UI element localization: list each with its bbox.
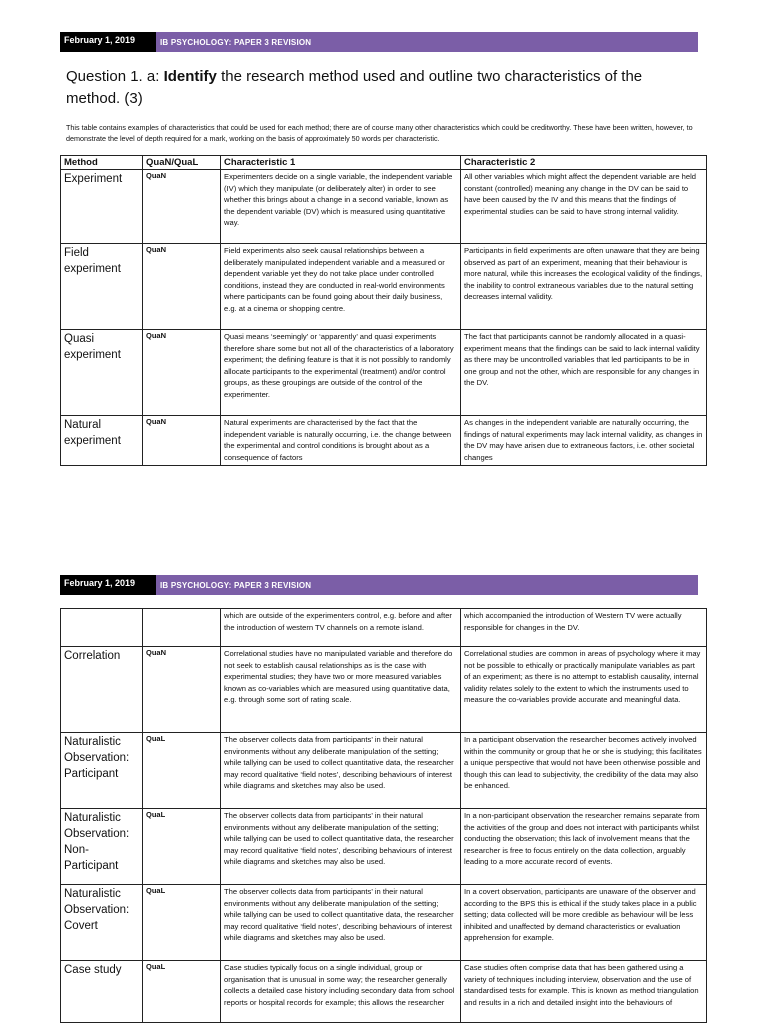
method-cell: Quasi experiment <box>61 330 143 416</box>
method-cell <box>61 609 143 647</box>
qual-cell: QuaN <box>143 330 221 416</box>
header-date: February 1, 2019 <box>60 575 156 595</box>
intro-paragraph: This table contains examples of characteristics that could be used for each method; there are of course many other characteristics which could be creditworthy. These have been written, however, to demonstrate the level of depth required for a mark, working on the basis of approximately 50 words per characteristic. <box>66 123 693 143</box>
characteristic-1-cell: Experimenters decide on a single variable, the independent variable (IV) which they manipulate (or deliberately alter) in order to see whether this brings about a change in a second variable, known as the dependent variable (DV) which is measured using quantitative way. <box>221 170 461 244</box>
methods-table-page-1 <box>60 155 707 466</box>
qual-cell: QuaL <box>143 733 221 809</box>
page-header <box>60 575 698 595</box>
table-row <box>61 733 707 809</box>
qual-cell: QuaL <box>143 885 221 961</box>
table-row <box>61 330 707 416</box>
page-2 <box>0 560 768 1024</box>
characteristic-1-cell: The observer collects data from participants’ in their natural environments without any deliberate manipulation of the setting; while tallying can be used to collect quantitative data, the researcher may record qualitative ‘field notes’, describing behaviours of interest while diagrams and sketches may also be used. <box>221 809 461 885</box>
header-method: Method <box>61 156 143 170</box>
page-header <box>60 32 698 52</box>
header-characteristic-2: Characteristic 2 <box>461 156 707 170</box>
page-gap <box>0 520 768 560</box>
table-row <box>61 244 707 330</box>
header-date: February 1, 2019 <box>60 32 156 52</box>
method-cell: Naturalistic Observation: Participant <box>61 733 143 809</box>
qual-cell: QuaN <box>143 416 221 466</box>
qual-cell: QuaL <box>143 809 221 885</box>
method-cell: Naturalistic Observation: Covert <box>61 885 143 961</box>
characteristic-1-cell: which are outside of the experimenters control, e.g. before and after the introduction of western TV channels on a remote island. <box>221 609 461 647</box>
qual-cell: QuaN <box>143 170 221 244</box>
characteristic-2-cell: In a participant observation the researcher becomes actively involved within the community or group that he or she is studying; this facilitates a unique perspective that would not have been otherwise possible and though this can lead to subjectivity, the credibility of the data may also be enhanced. <box>461 733 707 809</box>
qual-cell: QuaN <box>143 244 221 330</box>
method-cell: Case study <box>61 961 143 1023</box>
characteristic-1-cell: Natural experiments are characterised by the fact that the independent variable is naturally occurring, i.e. the change between the experimental and control conditions is brought about as a consequence of factors <box>221 416 461 466</box>
table-row <box>61 809 707 885</box>
characteristic-2-cell: which accompanied the introduction of Western TV were actually responsible for changes in the DV. <box>461 609 707 647</box>
characteristic-1-cell: The observer collects data from participants’ in their natural environments without any deliberate manipulation of the setting; while tallying can be used to collect quantitative data, the researcher may record qualitative ‘field notes’, describing behaviours of interest while diagrams and sketches may also be used. <box>221 733 461 809</box>
table-row <box>61 961 707 1023</box>
characteristic-1-cell: Quasi means ‘seemingly’ or ‘apparently’ and quasi experiments therefore share some but not all of the characteristics of a laboratory experiment; the defining feature is that it is not possibly to randomly allocate participants to the experimental (treatment) and/or control groups, as these groupings are outside of the control of the experimenter. <box>221 330 461 416</box>
characteristic-2-cell: Participants in field experiments are often unaware that they are being observed as part of an experiment, meaning that their behaviour is more natural, while this increases the ecological validity of the findings, the inability to control extraneous variables due to the natural setting decreases internal validity. <box>461 244 707 330</box>
header-title: IB PSYCHOLOGY: PAPER 3 REVISION <box>156 32 698 52</box>
characteristic-1-cell: Correlational studies have no manipulated variable and therefore do not seek to establish causal relationships as is the case with experimental studies; they have two or more measured variables known as co-variables which are measured using quantitative data, e.g. through some sort of rating scale. <box>221 647 461 733</box>
characteristic-1-cell: The observer collects data from participants’ in their natural environments without any deliberate manipulation of the setting; while tallying can be used to collect quantitative data, the researcher may record qualitative ‘field notes’, describing behaviours of interest while diagrams and sketches may also be used. <box>221 885 461 961</box>
method-cell: Field experiment <box>61 244 143 330</box>
table-row <box>61 609 707 647</box>
header-characteristic-1: Characteristic 1 <box>221 156 461 170</box>
qual-cell <box>143 609 221 647</box>
table-row <box>61 885 707 961</box>
characteristic-2-cell: The fact that participants cannot be randomly allocated in a quasi-experiment means that the findings can be said to lack internal validity as there may be uncontrolled variables that led participants to be in one group and not the other, which are responsible for any changes in the DV. <box>461 330 707 416</box>
qual-cell: QuaN <box>143 647 221 733</box>
question-rest: the research method used and outline two characteristics of the method. (3) <box>66 68 643 107</box>
table-row <box>61 416 707 466</box>
question-heading <box>66 66 696 110</box>
table-row <box>61 170 707 244</box>
characteristic-2-cell: All other variables which might affect the dependent variable are held constant (controlled) meaning any change in the DV can be said to have been caused by the IV and this means that the findings of experimental studies can be said to have strong internal validity. <box>461 170 707 244</box>
characteristic-2-cell: In a covert observation, participants are unaware of the observer and according to the BPS this is ethical if the study takes place in a public setting; data collected will be more credible as behaviour will be less inhibited and unaffected by demand characteristics or evaluation apprehension for example. <box>461 885 707 961</box>
method-cell: Experiment <box>61 170 143 244</box>
characteristic-2-cell: In a non-participant observation the researcher remains separate from the activities of the group and does not interact with participants whilst conducting the observation; this lack of involvement means that the researcher is free to focus entirely on the data collection, arguably leading to a more accurate record of events. <box>461 809 707 885</box>
method-cell: Naturalistic Observation: Non-Participant <box>61 809 143 885</box>
method-cell: Correlation <box>61 647 143 733</box>
question-prefix: Question 1. a: <box>66 68 164 85</box>
header-qual: QuaN/QuaL <box>143 156 221 170</box>
qual-cell: QuaL <box>143 961 221 1023</box>
characteristic-1-cell: Case studies typically focus on a single individual, group or organisation that is unusual in some way; the researcher generally collects a detailed case history including secondary data from school reports or hospital records for example; this allows the researcher <box>221 961 461 1023</box>
methods-table-page-2 <box>60 608 707 1023</box>
characteristic-1-cell: Field experiments also seek causal relationships between a deliberately manipulated independent variable and a measured or dependent variable yet they do not take place under controlled conditions, instead they are conducted in real-world environments where participants can be found going about their daily business, e.g. at a cinema or shopping centre. <box>221 244 461 330</box>
table-header-row <box>61 156 707 170</box>
characteristic-2-cell: Correlational studies are common in areas of psychology where it may not be possible to ethically or practically manipulate variables as part of an experiment; as there is no attempt to establish causality, internal validity relates solely to the extent to which the instruments used to measure the co-variables provide accurate and meaningful data. <box>461 647 707 733</box>
header-title: IB PSYCHOLOGY: PAPER 3 REVISION <box>156 575 698 595</box>
characteristic-2-cell: Case studies often comprise data that has been gathered using a variety of techniques including interview, observation and the use of standardised tests for example. This is known as method triangulation and results in a rich and detailed insight into the behaviours of <box>461 961 707 1023</box>
characteristic-2-cell: As changes in the independent variable are naturally occurring, the findings of natural experiments may lack internal validity, as changes in the DV may have arisen due to extraneous factors, i.e. other societal changes <box>461 416 707 466</box>
question-bold-word: Identify <box>163 68 217 85</box>
table-row <box>61 647 707 733</box>
method-cell: Natural experiment <box>61 416 143 466</box>
